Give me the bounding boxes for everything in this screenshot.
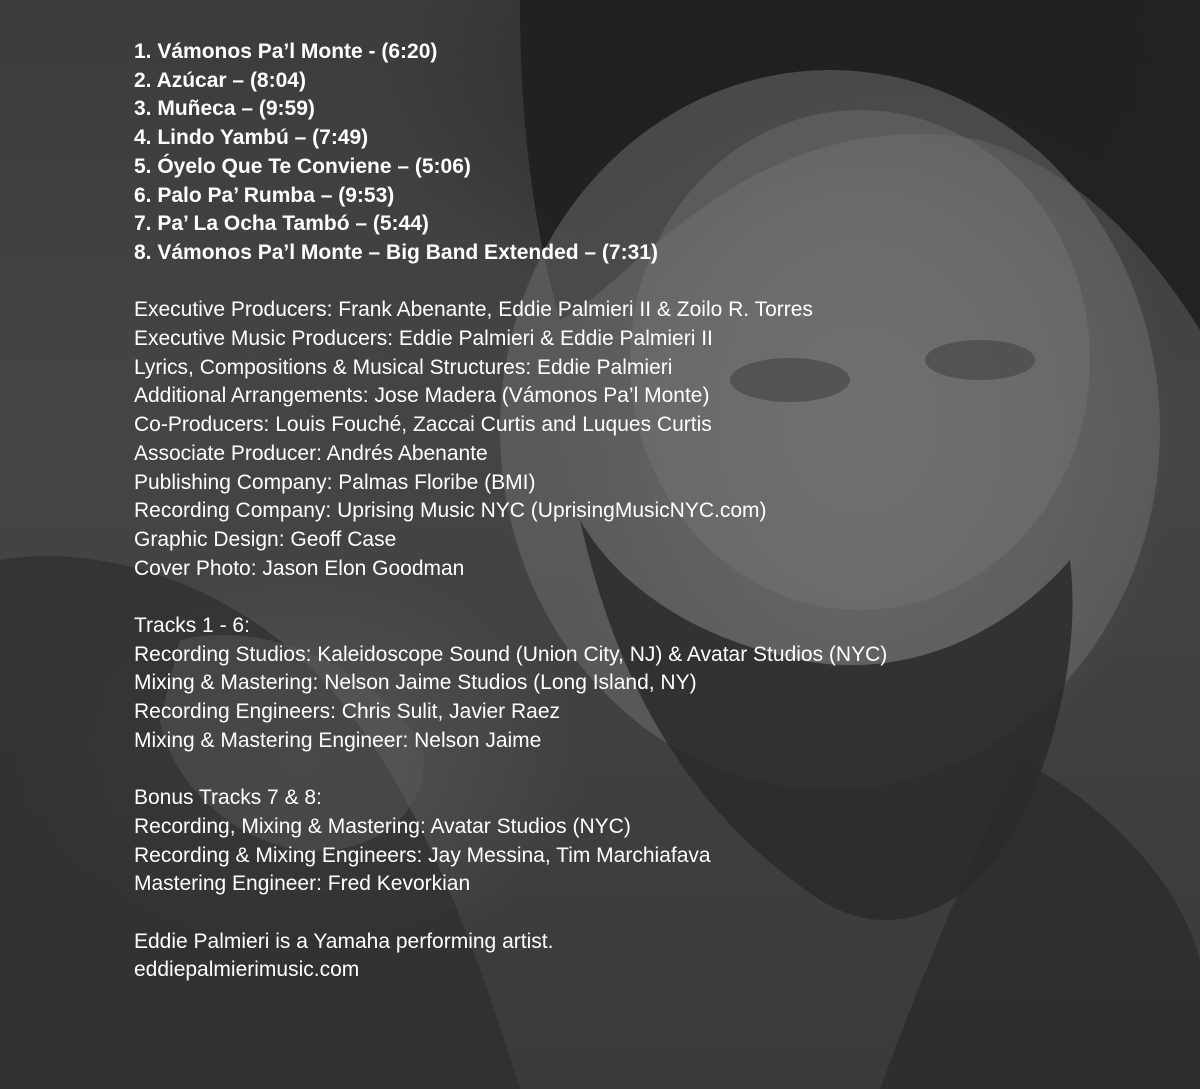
credit-line: Cover Photo: Jason Elon Goodman: [134, 556, 465, 580]
track-item: 8. Vámonos Pa’l Monte – Big Band Extended – (7:31): [134, 240, 658, 264]
liner-notes: [134, 38, 1174, 985]
credit-line: Executive Music Producers: Eddie Palmieri & Eddie Palmieri II: [134, 327, 713, 351]
credit-line: Lyrics, Compositions & Musical Structures: Eddie Palmieri: [134, 355, 673, 379]
credit-line: Mixing & Mastering: Nelson Jaime Studios (Long Island, NY): [134, 671, 697, 695]
footer-notes: [134, 928, 1174, 985]
credit-line: Recording, Mixing & Mastering: Avatar Studios (NYC): [134, 814, 631, 838]
credit-line: Executive Producers: Frank Abenante, Eddie Palmieri II & Zoilo R. Torres: [134, 298, 813, 322]
track-item: 1. Vámonos Pa’l Monte - (6:20): [134, 40, 438, 63]
track-item: 2. Azúcar – (8:04): [134, 68, 306, 92]
credit-line: Mastering Engineer: Fred Kevorkian: [134, 872, 471, 896]
track-item: 6. Palo Pa’ Rumba – (9:53): [134, 183, 395, 207]
section-heading: Bonus Tracks 7 & 8:: [134, 786, 322, 810]
credit-line: Recording & Mixing Engineers: Jay Messina, Tim Marchiafava: [134, 843, 711, 867]
track-item: 7. Pa’ La Ocha Tambó – (5:44): [134, 212, 429, 236]
credit-line: Co-Producers: Louis Fouché, Zaccai Curtis and Luques Curtis: [134, 413, 712, 437]
credit-line: Graphic Design: Geoff Case: [134, 527, 397, 551]
credit-line: Additional Arrangements: Jose Madera (Vámonos Pa’l Monte): [134, 384, 710, 408]
website-link[interactable]: eddiepalmierimusic.com: [134, 958, 360, 982]
section-heading: Tracks 1 - 6:: [134, 614, 250, 638]
credit-line: Recording Company: Uprising Music NYC (UprisingMusicNYC.com): [134, 499, 767, 523]
artist-endorsement: Eddie Palmieri is a Yamaha performing artist.: [134, 929, 554, 953]
track-item: 5. Óyelo Que Te Conviene – (5:06): [134, 154, 471, 178]
track-item: 4. Lindo Yambú – (7:49): [134, 126, 369, 150]
credit-line: Recording Engineers: Chris Sulit, Javier Raez: [134, 700, 561, 724]
credit-line: Recording Studios: Kaleidoscope Sound (Union City, NJ) & Avatar Studios (NYC): [134, 642, 888, 666]
bonus-tracks-credits: [134, 784, 1174, 899]
tracks-1-6-credits: [134, 612, 1174, 756]
credit-line: Mixing & Mastering Engineer: Nelson Jaime: [134, 728, 542, 752]
credit-line: Associate Producer: Andrés Abenante: [134, 441, 488, 465]
credits-list: [134, 296, 1174, 583]
track-item: 3. Muñeca – (9:59): [134, 97, 315, 121]
credit-line: Publishing Company: Palmas Floribe (BMI): [134, 470, 536, 494]
tracklist: [134, 38, 1174, 268]
